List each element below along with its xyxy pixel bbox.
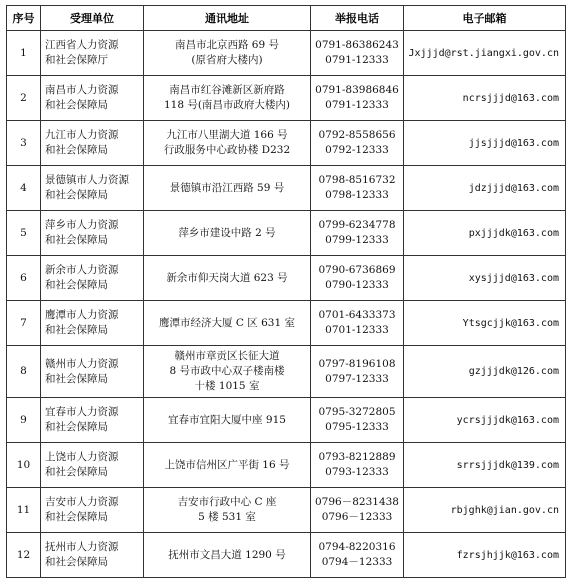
mailing-address: [144, 76, 311, 121]
agency-name: [41, 488, 144, 533]
agency-name: [41, 121, 144, 166]
agency-name-line: 和社会保障局: [45, 189, 108, 201]
header-row: [7, 6, 566, 31]
row-number: [7, 398, 41, 443]
agency-name-line: 和社会保障局: [45, 421, 108, 433]
mailing-address-line: 行政服务中心政协楼 D232: [163, 144, 291, 156]
email-address-line: ycrsjjjdk@163.com: [456, 414, 559, 426]
table-row: [7, 121, 566, 166]
report-phone-line: 0792-12333: [325, 144, 389, 156]
agency-name-line: 和社会保障厅: [45, 54, 108, 66]
table-row: [7, 31, 566, 76]
email-address: [404, 443, 566, 488]
agency-name-line: 和社会保障局: [45, 144, 108, 156]
mailing-address: [144, 256, 311, 301]
report-phone-line: 0795-12333: [325, 421, 389, 433]
email-address-line: jjsjjjd@163.com: [468, 137, 559, 149]
agency-name: [41, 166, 144, 211]
mailing-address-line: 十楼 1015 室: [194, 380, 260, 392]
row-number: [7, 301, 41, 346]
agency-name: [41, 256, 144, 301]
table-row: [7, 488, 566, 533]
email-address-line: gzjjjdk@126.com: [468, 366, 559, 377]
mailing-address-line: 吉安市行政中心 C 座: [177, 496, 277, 508]
row-number: [7, 488, 41, 533]
table-row: [7, 256, 566, 301]
header-unit: 受理单位: [41, 6, 144, 31]
header-email: 电子邮箱: [404, 6, 566, 31]
row-number-line: 5: [20, 226, 27, 239]
header-address: 通讯地址: [144, 6, 311, 31]
report-phone: [311, 166, 404, 211]
email-address: [404, 346, 566, 398]
row-number: [7, 31, 41, 76]
agency-name-line: 南昌市人力资源: [45, 84, 119, 96]
email-address: [404, 121, 566, 166]
agency-name: [41, 31, 144, 76]
agency-name: [41, 346, 144, 398]
report-phone-line: 0794－12333: [321, 556, 393, 568]
report-phone: [311, 121, 404, 166]
mailing-address-line: 抚州市文昌大道 1290 号: [168, 548, 286, 561]
row-number: [7, 443, 41, 488]
email-address-line: rbjghk@jian.gov.cn: [450, 504, 559, 516]
email-address-line: ncrsjjjd@163.com: [462, 92, 559, 104]
agency-name-line: 和社会保障局: [45, 99, 108, 111]
agency-name-line: 九江市人力资源: [45, 129, 119, 141]
header-no: 序号: [7, 6, 41, 31]
mailing-address-line: (原省府大楼内): [191, 54, 263, 66]
agency-name-line: 新余市人力资源: [45, 264, 119, 276]
report-phone-line: 0799-12333: [325, 234, 389, 246]
mailing-address-line: 九江市八里湖大道 166 号: [166, 129, 288, 141]
table-row: [7, 443, 566, 488]
mailing-address: [144, 398, 311, 443]
mailing-address-line: 上饶市信州区广平街 16 号: [164, 458, 290, 471]
report-phone-line: 0701-6433373: [318, 309, 396, 321]
table-row: [7, 346, 566, 398]
email-address-line: Jxjjjd@rst.jiangxi.gov.cn: [408, 47, 559, 59]
agency-name: [41, 398, 144, 443]
agency-name-line: 抚州市人力资源: [45, 541, 119, 553]
report-phone-line: 0701-12333: [325, 324, 389, 336]
mailing-address-line: 南昌市红谷滩新区新府路: [169, 84, 285, 96]
mailing-address: [144, 301, 311, 346]
mailing-address: [144, 166, 311, 211]
mailing-address-line: 8 号市政中心双子楼南楼: [169, 365, 285, 377]
report-phone-line: 0794-8220316: [318, 541, 396, 553]
agency-name-line: 江西省人力资源: [45, 39, 119, 51]
mailing-address-line: 萍乡市建设中路 2 号: [178, 226, 276, 239]
email-address: [404, 76, 566, 121]
row-number: [7, 166, 41, 211]
report-phone: [311, 346, 404, 398]
agency-name-line: 景德镇市人力资源: [45, 174, 129, 186]
agency-name-line: 上饶市人力资源: [45, 451, 119, 463]
report-phone-line: 0797-12333: [325, 372, 389, 385]
agency-name-line: 宜春市人力资源: [45, 406, 119, 418]
report-phone-line: 0796－12333: [321, 511, 393, 523]
row-number-line: 9: [20, 413, 27, 426]
mailing-address-line: 118 号(南昌市政府大楼内): [163, 99, 291, 111]
agency-name: [41, 211, 144, 256]
header-phone: 举报电话: [311, 6, 404, 31]
mailing-address-line: 新余市仰天岗大道 623 号: [166, 271, 288, 284]
agency-name: [41, 533, 144, 578]
report-phone-line: 0792-8558656: [318, 129, 396, 141]
row-number: [7, 121, 41, 166]
mailing-address: [144, 443, 311, 488]
email-address: [404, 533, 566, 578]
report-phone-line: 0793-12333: [325, 466, 389, 478]
agency-name-line: 和社会保障局: [45, 511, 108, 523]
agency-name-line: 赣州市人力资源: [45, 357, 119, 370]
agency-name-line: 和社会保障局: [45, 234, 108, 246]
email-address: [404, 301, 566, 346]
report-phone-line: 0797-8196108: [318, 357, 396, 370]
email-address-line: pxjjjdk@163.com: [468, 227, 559, 239]
row-number-line: 1: [20, 46, 27, 59]
table-body: [7, 31, 566, 578]
email-address: [404, 488, 566, 533]
row-number-line: 11: [16, 503, 31, 516]
mailing-address: [144, 533, 311, 578]
email-address-line: fzrsjhjjk@163.com: [456, 549, 559, 561]
report-phone-line: 0791-12333: [325, 54, 389, 66]
email-address: [404, 211, 566, 256]
report-phone: [311, 443, 404, 488]
mailing-address-line: 5 楼 531 室: [198, 511, 256, 523]
row-number-line: 8: [20, 365, 27, 377]
table-row: [7, 301, 566, 346]
mailing-address-line: 景德镇市沿江西路 59 号: [169, 181, 285, 194]
mailing-address-line: 赣州市章贡区长征大道: [174, 350, 280, 362]
report-phone-line: 0798-8516732: [318, 174, 396, 186]
mailing-address: [144, 211, 311, 256]
report-phone: [311, 76, 404, 121]
mailing-address: [144, 31, 311, 76]
row-number: [7, 533, 41, 578]
agency-name: [41, 443, 144, 488]
table-row: [7, 211, 566, 256]
report-phone-line: 0795-3272805: [318, 406, 396, 418]
report-phone-line: 0798-12333: [325, 189, 389, 201]
report-phone-line: 0799-6234778: [318, 219, 396, 231]
email-address-line: Ytsgcjjk@163.com: [462, 317, 559, 329]
report-phone-line: 0793-8212889: [318, 451, 396, 463]
row-number-line: 12: [16, 548, 31, 561]
report-phone: [311, 301, 404, 346]
agency-name-line: 和社会保障局: [45, 466, 108, 478]
email-address-line: xysjjjd@163.com: [468, 272, 559, 284]
report-phone-line: 0791-86386243: [315, 39, 399, 51]
row-number: [7, 256, 41, 301]
row-number: [7, 211, 41, 256]
report-phone: [311, 488, 404, 533]
row-number-line: 4: [20, 181, 27, 194]
report-phone-line: 0791-12333: [325, 99, 389, 111]
row-number: [7, 76, 41, 121]
row-number-line: 2: [20, 91, 27, 104]
row-number-line: 10: [16, 458, 31, 471]
report-phone: [311, 398, 404, 443]
table-row: [7, 76, 566, 121]
row-number: [7, 346, 41, 398]
email-address: [404, 31, 566, 76]
report-phone-line: 0791-83986846: [315, 84, 399, 96]
table-row: [7, 398, 566, 443]
agency-name: [41, 301, 144, 346]
report-phone-line: 0790-6736869: [318, 264, 396, 276]
agency-name-line: 和社会保障局: [45, 372, 108, 385]
report-phone: [311, 31, 404, 76]
agency-name: [41, 76, 144, 121]
email-address-line: jdzjjjd@163.com: [468, 182, 559, 194]
report-phone: [311, 256, 404, 301]
mailing-address-line: 南昌市北京西路 69 号: [174, 39, 280, 51]
agency-name-line: 鹰潭市人力资源: [45, 309, 119, 321]
table-header: [7, 6, 566, 31]
mailing-address-line: 宜春市宜阳大厦中座 915: [168, 413, 286, 426]
agency-name-line: 和社会保障局: [45, 279, 108, 291]
email-address: [404, 166, 566, 211]
row-number-line: 3: [20, 136, 27, 149]
agency-name-line: 吉安市人力资源: [45, 496, 119, 508]
report-phone: [311, 211, 404, 256]
mailing-address: [144, 488, 311, 533]
mailing-address: [144, 346, 311, 398]
row-number-line: 6: [20, 271, 27, 284]
mailing-address: [144, 121, 311, 166]
mailing-address-line: 鹰潭市经济大厦 C 区 631 室: [159, 316, 295, 329]
row-number-line: 7: [20, 316, 27, 329]
report-phone: [311, 533, 404, 578]
email-address: [404, 256, 566, 301]
table-row: [7, 166, 566, 211]
agency-name-line: 和社会保障局: [45, 324, 108, 336]
complaint-contact-table: [6, 5, 566, 578]
agency-name-line: 萍乡市人力资源: [45, 219, 119, 231]
report-phone-line: 0790-12333: [325, 279, 389, 291]
table-row: [7, 533, 566, 578]
agency-name-line: 和社会保障局: [45, 556, 108, 568]
report-phone-line: 0796－8231438: [315, 496, 399, 508]
email-address-line: srrsjjjdk@139.com: [456, 459, 559, 471]
email-address: [404, 398, 566, 443]
